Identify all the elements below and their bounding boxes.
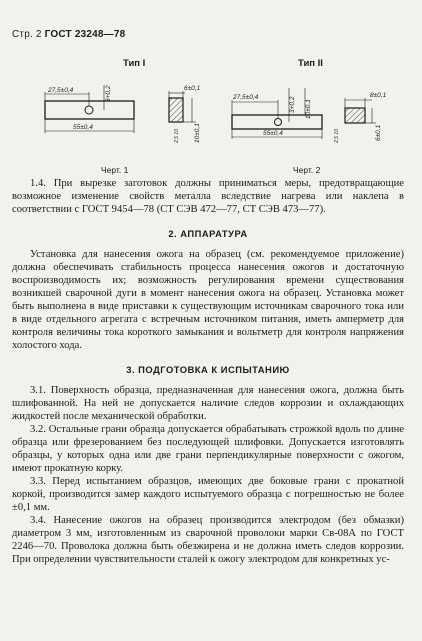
figures-area: [0, 55, 422, 185]
type1-dim-height: 3+0,2: [105, 85, 112, 102]
type1-title: Тип I: [123, 58, 146, 69]
type2-dim-thickness: 8±0,1: [370, 92, 387, 99]
type1-side-mark: 2,5 10: [174, 129, 180, 143]
type2-caption: Черт. 2: [293, 165, 321, 175]
type1-bar: [45, 101, 134, 119]
standard-number: ГОСТ 23248—78: [44, 29, 126, 40]
paragraph-3-3: 3.3. Перед испытанием образцов, имеющих две боковые грани с прокатной коркой, производится замер каждого испытуемого образца с погрешностью не более ±0,1 мм.: [12, 476, 404, 513]
figure-type-1: [45, 58, 201, 175]
type2-dim-width: 6±0,1: [375, 124, 382, 141]
section-heading-2: 2. АППАРАТУРА: [168, 228, 248, 239]
paragraph-1-4: 1.4. При вырезке заготовок должны приниматься меры, предотвращающие возможное изменение свойств металла вследствие нагрева или наклепа в соответствии с ГОСТ 9454—78 (СТ СЭВ 472—77, СТ СЭВ 473—77).: [12, 178, 404, 215]
type2-dim-height2: 10±0,1: [305, 99, 312, 119]
type1-cross-section: [169, 98, 183, 122]
figure-type-2: [232, 58, 387, 175]
type2-side-mark: 2,5 10: [334, 129, 340, 143]
document-body: [12, 177, 404, 566]
type2-dim-length: 55±0,4: [263, 130, 283, 137]
type2-cross-section: [345, 108, 365, 123]
paragraph-3-4: 3.4. Нанесение ожогов на образец производится электродом (без обмазки) диаметром 3 мм, изготовленным из сварочной проволоки марки Св-08А по ГОСТ 2246—70. Проволока должна быть обезжирена и не должна иметь следов коррозии. При определении чувствительности сталей к ожогу электродом для конкретных ус-: [12, 515, 404, 565]
type1-dim-thickness: 6±0,1: [184, 85, 201, 92]
paragraph-3-1: 3.1. Поверхность образца, предназначенная для нанесения ожога, должна быть шлифованной. На ней не допускается наличие следов коррозии и охлаждающих жидкостей после механической обработки.: [12, 385, 404, 422]
type1-dim-top: 27,5±0,4: [48, 87, 74, 94]
type1-hole: [85, 106, 93, 114]
type1-dim-length: 55±0,4: [73, 124, 93, 131]
section-heading-3: 3. ПОДГОТОВКА К ИСПЫТАНИЮ: [126, 364, 290, 375]
figures-drawing: [0, 55, 422, 185]
page-header: [12, 29, 125, 40]
type2-hole: [275, 119, 282, 126]
type1-dim-width: 10±0,1: [194, 123, 201, 143]
type2-dim-height1: 3+0,2: [289, 96, 296, 113]
type1-caption: Черт. 1: [101, 165, 129, 175]
paragraph-3-2: 3.2. Остальные грани образца допускается обрабатывать строжкой вдоль по длине образца или фрезерованием без последующей шлифовки. Допускается изготовлять образцы, у которых одна или две грани перпендикулярные поверхности с ожогом, имеют прокатную корку.: [12, 424, 404, 474]
type2-dim-top: 27,5±0,4: [233, 94, 259, 101]
type2-title: Тип II: [298, 58, 323, 69]
paragraph-2: Установка для нанесения ожога на образец (см. рекомендуемое приложение) должна обеспечивать стабильность процесса нанесения ожогов и достаточную воспроизводимость их; возможность регулирования времени существования возникшей сварочной дуги в момент нанесения ожога на образец. Установка может быть выполнена в виде приставки к существующим источникам сварочного тока или в виде отдельного агрегата с встречным источником питания, иметь амперметр для контроля величины тока короткого замыкания и вольтметр для контроля напряжения холостого хода.: [12, 249, 404, 351]
page-number: Стр. 2: [12, 29, 42, 40]
